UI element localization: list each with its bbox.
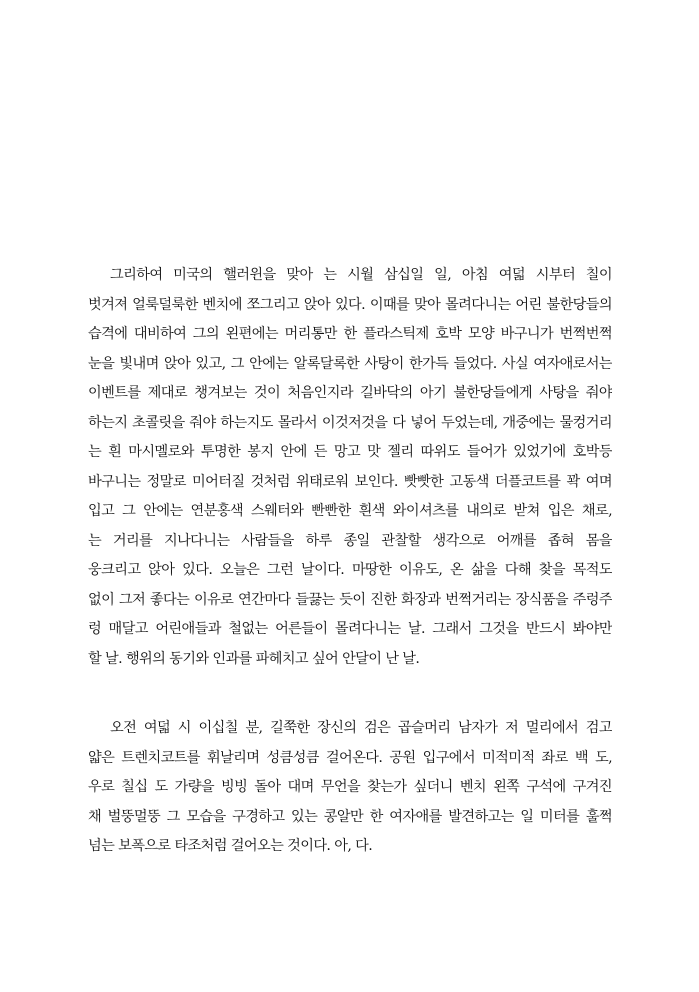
- paragraph-line: 입고 그 안에는 연분홍색 스웨터와 빤빤한 흰색 와이셔츠를 내의로 받쳐 입은 채로,: [88, 503, 612, 519]
- paragraph-1: [88, 261, 612, 674]
- paragraph-line: 하는지 초콜릿을 줘야 하는지도 몰라서 이것저것을 다 넣어 두었는데, 개중에는 물컹거리: [88, 414, 612, 431]
- paragraph-line: 넘는 보폭으로 타조처럼 걸어오는 것이다. 아, 다.: [88, 838, 373, 854]
- paragraph-line: 오전 여덟 시 이십칠 분, 길쭉한 장신의 검은 곱슬머리 남자가 저 멀리에서 검고: [110, 720, 612, 736]
- paragraph-line: 렁 매달고 어린애들과 철없는 어른들이 몰려다니는 날. 그래서 그것을 반드시 봐야만: [88, 621, 612, 637]
- paragraph-line: 웅크리고 앉아 있다. 오늘은 그런 날이다. 마땅한 이유도, 온 삶을 다해 찾을 목적도: [88, 562, 612, 578]
- paragraph-line: 채 벌뚱멀뚱 그 모습을 구경하고 있는 콩알만 한 여자애를 발견하고는 일 미터를 훌쩍: [88, 808, 612, 825]
- paragraph-line: 바구니는 정말로 미어터질 것처럼 위태로워 보인다. 빳빳한 고동색 더플코트를 꽉 여며: [88, 473, 612, 490]
- paragraph-line: 할 날. 행위의 동기와 인과를 파헤치고 싶어 안달이 난 날.: [88, 650, 420, 667]
- paragraph-line: 눈을 빛내며 앉아 있고, 그 안에는 알록달록한 사탕이 한가득 들었다. 사실 여자애로서는: [88, 355, 612, 372]
- paragraph-line: 없이 그저 좋다는 이유로 연간마다 들끓는 듯이 진한 화장과 번쩍거리는 장식품을 주렁주: [88, 591, 612, 608]
- paragraph-line: 이벤트를 제대로 챙겨보는 것이 처음인지라 길바닥의 아기 불한당들에게 사탕을 줘야: [88, 385, 612, 401]
- paragraph-line: 벗겨져 얼룩덜룩한 벤치에 쪼그리고 앉아 있다. 이때를 맞아 몰려다니는 어린 불한당들의: [88, 296, 612, 313]
- paragraph-line: 우로 칠십 도 가량을 빙빙 돌아 대며 무언을 찾는가 싶더니 벤치 왼쪽 구석에 구겨진: [88, 779, 612, 795]
- paragraph-line: 는 거리를 지나다니는 사람들을 하루 종일 관찰할 생각으로 어깨를 좁혀 몸을: [88, 532, 612, 549]
- paragraph-line: 는 흰 마시멜로와 투명한 봉지 안에 든 망고 맛 젤리 따위도 들어가 있었기에 호박등: [88, 444, 612, 460]
- paragraph-2: [88, 714, 612, 862]
- paragraph-line: 그리하여 미국의 핼러윈을 맞아 는 시월 삼십일 일, 아침 여덟 시부터 칠이: [110, 267, 612, 283]
- paragraph-line: 습격에 대비하여 그의 왼편에는 머리통만 한 플라스틱제 호박 모양 바구니가 번쩍번쩍: [88, 326, 612, 342]
- paragraph-line: 얇은 트렌치코트를 휘날리며 성큼성큼 걸어온다. 공원 입구에서 미적미적 좌로 백 도,: [88, 749, 612, 766]
